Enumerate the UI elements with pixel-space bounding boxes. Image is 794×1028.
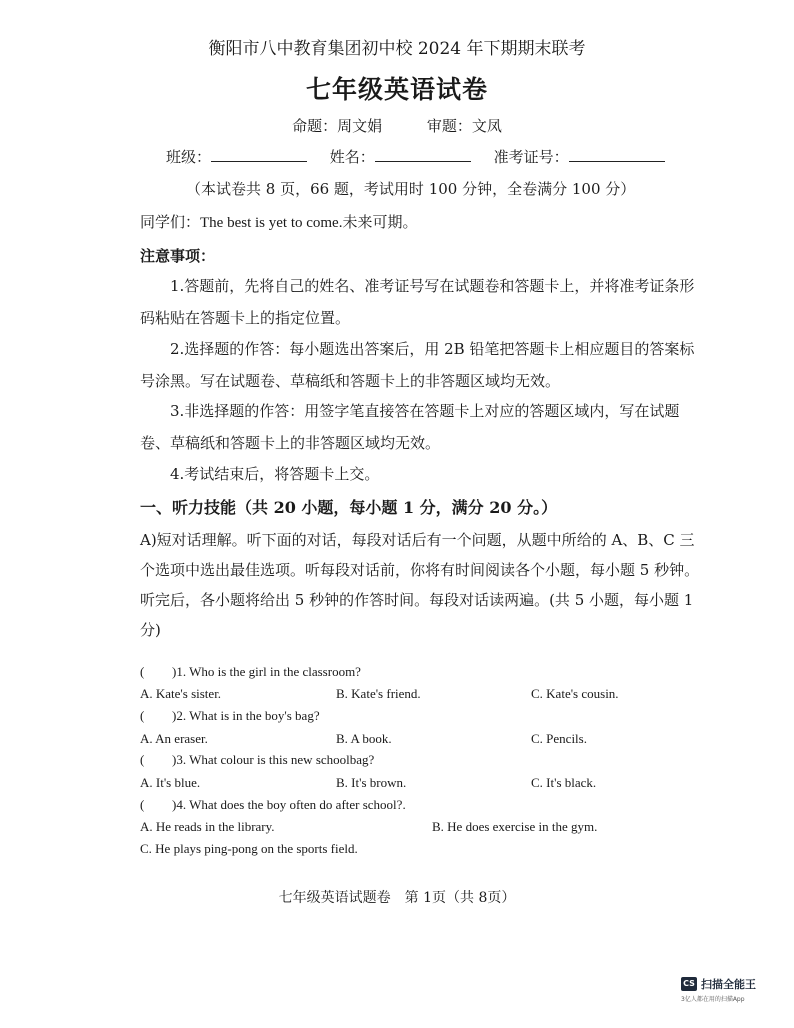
school-exam-title: 衡阳市八中教育集团初中校 2024 年下期期末联考 — [208, 39, 586, 59]
student-fields — [166, 146, 683, 167]
option-c: C. It's black. — [531, 775, 597, 790]
notice-heading: 注意事项： — [140, 247, 216, 265]
name-blank[interactable] — [375, 147, 471, 162]
answer-bracket[interactable]: ( — [140, 752, 145, 767]
notice-item: 1.答题前，先将自己的姓名、准考证号写在试题卷和答题卡上，并将准考证条形码粘贴在答题卡上的指定位置。 — [140, 277, 695, 327]
exam-no-blank[interactable] — [569, 147, 665, 162]
scanner-watermark — [681, 976, 756, 992]
option-a: A. It's blue. — [140, 775, 201, 790]
option-a: A. An eraser. — [140, 731, 208, 746]
class-label: 班级： — [166, 148, 212, 166]
answer-bracket[interactable]: ( — [140, 797, 145, 812]
option-b: B. A book. — [336, 731, 392, 746]
paper-title: 七年级英语试卷 — [305, 75, 488, 104]
question-1: ( )1. Who is the girl in the classroom? — [140, 664, 361, 679]
answer-bracket[interactable]: ( — [140, 664, 145, 679]
notice-item: 2.选择题的作答：每小题选出答案后，用 2B 铅笔把答题卡上相应题目的答案标号涂黑。写在试题卷、草稿纸和答题卡上的非答题区域均无效。 — [140, 340, 695, 390]
cs-logo-icon: CS — [681, 977, 697, 991]
greeting: 同学们：The best is yet to come.未来可期。 — [140, 215, 418, 231]
authors-line — [0, 115, 794, 136]
option-b: B. He does exercise in the gym. — [432, 819, 598, 834]
reviewer: 审题：文凤 — [426, 117, 502, 135]
section-description: A)短对话理解。听下面的对话，每段对话后有一个问题，从题中所给的 A、B、C 三个选项中选出最佳选项。听每段对话前，你将有时间阅读各个小题，每小题 5 秒钟。听完后，各小题将给出 5 秒钟的作答时间。每段对话读两遍。(共 5 小题，每小题 1 分) — [140, 531, 700, 639]
page-footer: 七年级英语试题卷 第 1页（共 8页） — [278, 890, 516, 906]
watermark-name: 扫描全能王 — [701, 978, 756, 991]
class-blank[interactable] — [211, 147, 307, 162]
question-2: ( )2. What is in the boy's bag? — [140, 708, 320, 723]
option-b: B. It's brown. — [336, 775, 407, 790]
question-3: ( )3. What colour is this new schoolbag? — [140, 752, 375, 767]
section-heading: 一、听力技能（共 20 小题，每小题 1 分，满分 20 分。） — [140, 498, 558, 517]
notice-item: 3.非选择题的作答：用签字笔直接答在答题卡上对应的答题区域内，写在试题卷、草稿纸和答题卡上的非答题区域均无效。 — [140, 402, 680, 452]
answer-bracket[interactable]: ( — [140, 708, 145, 723]
setter: 命题：周文娟 — [292, 117, 383, 135]
option-a: A. He reads in the library. — [140, 819, 275, 834]
option-c: C. Kate's cousin. — [531, 686, 619, 701]
exam-info: （本试卷共 8 页，66 题，考试用时 100 分钟，全卷满分 100 分） — [186, 180, 636, 198]
option-b: B. Kate's friend. — [336, 686, 421, 701]
exam-no-label: 准考证号： — [493, 148, 569, 166]
watermark-tagline: 3亿人都在用的扫描App — [681, 996, 745, 1003]
option-c: C. He plays ping-pong on the sports field. — [140, 841, 358, 856]
notice-item: 4.考试结束后，将答题卡上交。 — [170, 465, 380, 483]
option-a: A. Kate's sister. — [140, 686, 222, 701]
question-4: ( )4. What does the boy often do after school?. — [140, 797, 406, 812]
name-label: 姓名： — [329, 148, 375, 166]
option-c: C. Pencils. — [531, 731, 587, 746]
